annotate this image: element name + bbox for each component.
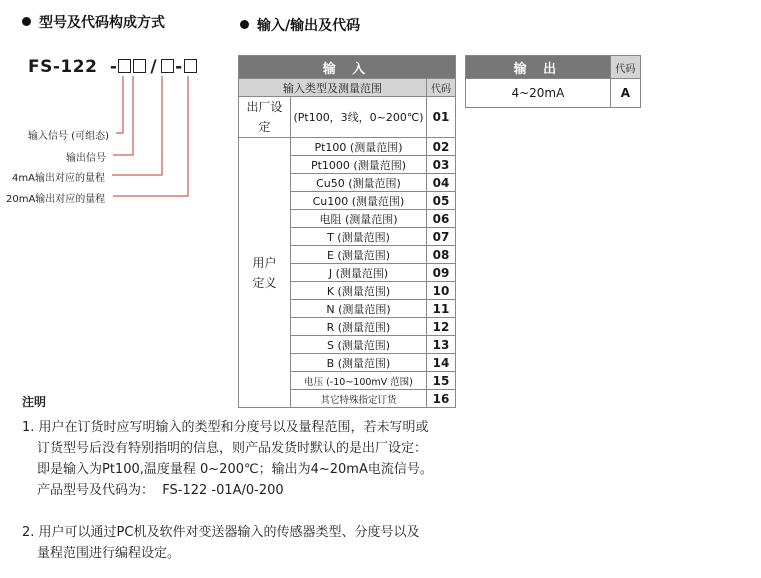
input-type-row: B (测量范围)	[291, 354, 427, 372]
note-item-2	[22, 522, 752, 564]
input-code-row: 12	[427, 318, 456, 336]
input-table-header: 输 入	[239, 56, 456, 79]
note-line: 2. 用户可以通过PC机及软件对变送器输入的传感器类型、分度号以及	[22, 525, 420, 540]
user-defined-label: 用户定义	[239, 138, 291, 408]
bullet-icon	[240, 20, 249, 29]
note-line: 量程范围进行编程设定。	[37, 546, 181, 561]
bracket-input	[116, 76, 123, 133]
input-code-row: 03	[427, 156, 456, 174]
model-code-heading: 型号及代码构成方式	[22, 12, 165, 32]
note-item-1	[22, 417, 752, 501]
model-prefix: FS-122	[28, 57, 98, 77]
input-code-row: 15	[427, 372, 456, 390]
input-type-row: Pt1000 (测量范围)	[291, 156, 427, 174]
input-type-row: T (测量范围)	[291, 228, 427, 246]
input-code-row: 13	[427, 336, 456, 354]
input-type-row: 电压 (-10~100mV 范围)	[291, 372, 427, 390]
input-code-row: 09	[427, 264, 456, 282]
input-type-row: Pt100 (测量范围)	[291, 138, 427, 156]
model-dash: -	[175, 57, 183, 77]
input-type-row: E (测量范围)	[291, 246, 427, 264]
input-type-row: K (测量范围)	[291, 282, 427, 300]
input-code-row: 16	[427, 390, 456, 408]
factory-code: 01	[427, 97, 456, 138]
note-line: 订货型号后没有特别指明的信息，则产品发货时默认的是出厂设定：	[37, 441, 428, 456]
factory-type: (Pt100，3线，0~200℃)	[291, 97, 427, 138]
notes-section	[22, 392, 752, 564]
label-20ma-range: 20mA输出对应的量程	[6, 194, 106, 205]
input-table	[238, 55, 456, 408]
output-code-header: 代码	[610, 56, 640, 79]
input-type-row: S (测量范围)	[291, 336, 427, 354]
input-code-row: 08	[427, 246, 456, 264]
output-code: A	[610, 79, 640, 108]
label-input-signal: 输入信号 (可组态)	[28, 131, 109, 142]
output-table	[465, 55, 641, 108]
bracket-4ma	[112, 76, 162, 175]
output-table-header: 输 出	[466, 56, 611, 79]
io-code-heading: 输入/输出及代码	[240, 15, 360, 35]
input-code-row: 10	[427, 282, 456, 300]
input-code-row: 05	[427, 192, 456, 210]
input-code-row: 07	[427, 228, 456, 246]
input-code-row: 02	[427, 138, 456, 156]
input-code-row: 14	[427, 354, 456, 372]
note-line: 产品型号及代码为： FS-122 -01A/0-200	[37, 483, 284, 498]
model-dash: -	[109, 57, 118, 77]
output-type: 4~20mA	[466, 79, 611, 108]
input-type-row: Cu50 (测量范围)	[291, 174, 427, 192]
input-type-row: 其它特殊指定订货	[291, 390, 427, 408]
input-type-row: Cu100 (测量范围)	[291, 192, 427, 210]
input-code-row: 04	[427, 174, 456, 192]
input-type-row: J (测量范围)	[291, 264, 427, 282]
input-type-row: R (测量范围)	[291, 318, 427, 336]
input-code-header: 代码	[427, 79, 456, 97]
bracket-20ma	[113, 76, 188, 196]
factory-setting-label: 出厂设定	[239, 97, 291, 138]
input-type-header: 输入类型及测量范围	[239, 79, 427, 97]
label-output-signal: 输出信号	[66, 153, 106, 164]
input-type-row: 电阻 (测量范围)	[291, 210, 427, 228]
input-type-row: N (测量范围)	[291, 300, 427, 318]
note-line: 1. 用户在订货时应写明输入的类型和分度号以及量程范围，若未写明或	[22, 420, 429, 435]
model-slash: /	[150, 57, 158, 77]
input-code-row: 11	[427, 300, 456, 318]
input-code-row: 06	[427, 210, 456, 228]
notes-heading: 注明	[22, 395, 47, 409]
note-line: 即是输入为Pt100,温度量程 0~200℃；输出为4~20mA电流信号。	[37, 462, 433, 477]
label-4ma-range: 4mA输出对应的量程	[12, 173, 105, 184]
